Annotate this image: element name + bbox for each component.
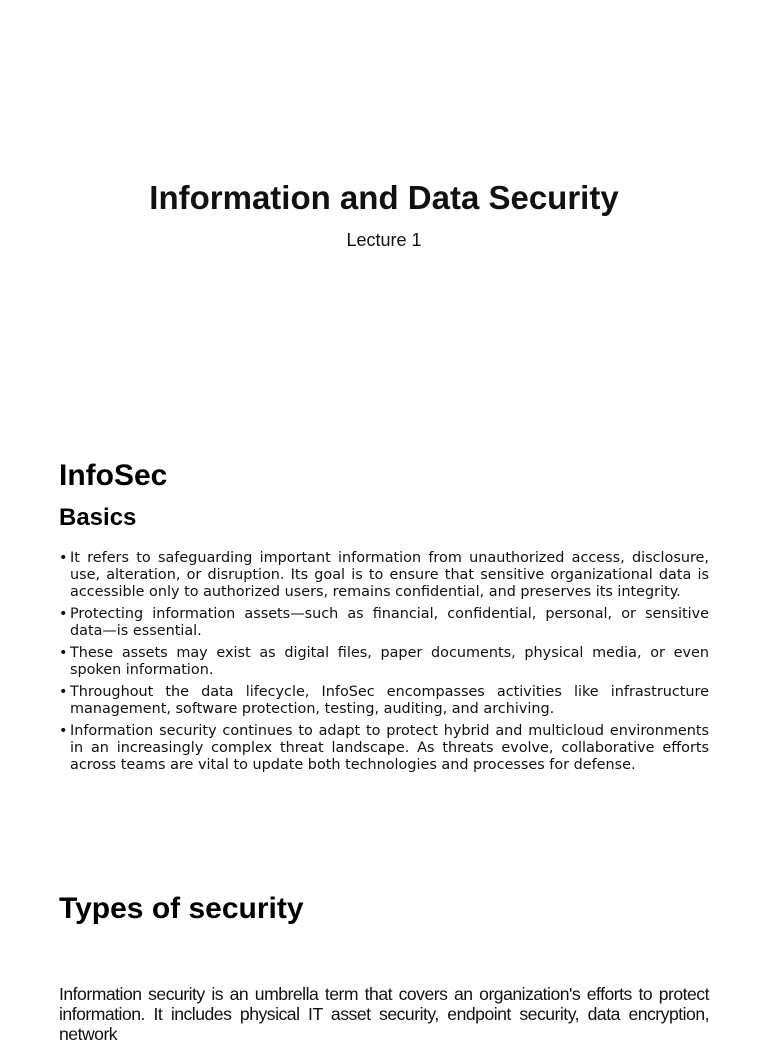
bullet-list-basics — [59, 550, 709, 779]
bullet-icon: • — [59, 684, 68, 700]
bullet-icon: • — [59, 550, 68, 566]
list-item-text: It refers to safeguarding important information from unauthorized access, disclosure, use, alteration, or disruption. Its goal is to ensure that sensitive organizational data is accessible only to authorized users, remains confidential, and preserves its integrity. — [70, 550, 709, 600]
bullet-icon: • — [59, 645, 68, 661]
document-title: Information and Data Security — [149, 179, 619, 216]
list-item-text: Throughout the data lifecycle, InfoSec encompasses activities like infrastructure management, software protection, testing, auditing, and archiving. — [70, 684, 709, 717]
document-subtitle: Lecture 1 — [346, 230, 422, 250]
section-heading-types-of-security: Types of security — [59, 892, 304, 925]
list-item — [59, 606, 709, 640]
bullet-icon: • — [59, 723, 68, 739]
section-subheading-basics: Basics — [59, 504, 137, 531]
list-item — [59, 645, 709, 679]
list-item — [59, 723, 709, 774]
list-item — [59, 684, 709, 718]
list-item-text: Information security continues to adapt to protect hybrid and multicloud environments in an increasingly complex threat landscape. As threats evolve, collaborative efforts across teams are vital to update both technologies and processes for defense. — [70, 723, 709, 773]
paragraph-types-of-security: Information security is an umbrella term that covers an organization's efforts to protect information. It includes physical IT asset security, endpoint security, data encryption, network — [59, 984, 709, 1044]
bullet-icon: • — [59, 606, 68, 622]
list-item — [59, 550, 709, 601]
section-heading-infosec: InfoSec — [59, 459, 168, 492]
list-item-text: Protecting information assets—such as financial, confidential, personal, or sensitive data—is essential. — [70, 606, 709, 639]
list-item-text: These assets may exist as digital files, paper documents, physical media, or even spoken information. — [70, 645, 709, 678]
